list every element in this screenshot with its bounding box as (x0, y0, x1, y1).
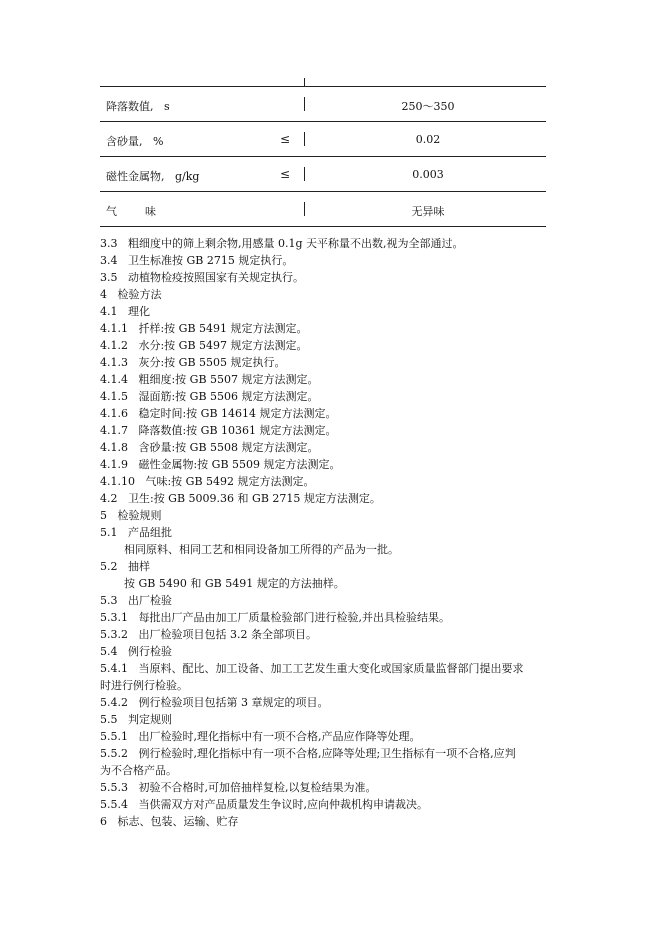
text-line: 3.4 卫生标准按 GB 2715 规定执行。 (100, 254, 294, 267)
column-divider (304, 202, 305, 216)
column-divider (304, 167, 305, 181)
section-heading: 5 检验规则 (100, 509, 162, 522)
column-divider (304, 78, 305, 86)
text-line: 4.1.9 磁性金属物:按 GB 5509 规定方法测定。 (100, 458, 341, 471)
column-divider (304, 97, 305, 111)
text-line: 5.4.1 当原料、配比、加工设备、加工工艺发生重大变化或国家质量监督部门提出要求 (100, 662, 524, 675)
text-line: 3.5 动植物检疫按照国家有关规定执行。 (100, 271, 304, 284)
row-compare: ≤ (280, 167, 291, 181)
section-heading: 5.3 出厂检验 (100, 594, 172, 607)
row-value: 0.003 (412, 168, 444, 181)
text-line: 按 GB 5490 和 GB 5491 规定的方法抽样。 (124, 577, 345, 590)
text-line: 4.1.2 水分:按 GB 5497 规定方法测定。 (100, 339, 308, 352)
column-divider (304, 132, 305, 146)
section-heading: 5.2 抽样 (100, 560, 150, 573)
section-heading: 5.4 例行检验 (100, 645, 172, 658)
text-line: 4.1.4 粗细度:按 GB 5507 规定方法测定。 (100, 373, 319, 386)
text-line: 5.5.3 初验不合格时,可加倍抽样复检,以复检结果为准。 (100, 781, 377, 794)
table-row (100, 157, 546, 191)
spec-table (100, 86, 546, 227)
text-line: 3.3 粗细度中的筛上剩余物,用感量 0.1g 天平称量不出数,视为全部通过。 (100, 237, 464, 250)
row-value: 无异味 (411, 205, 445, 218)
section-heading: 5.1 产品组批 (100, 526, 172, 539)
text-line: 5.4.2 例行检验项目包括第 3 章规定的项目。 (100, 696, 329, 709)
text-line: 5.3.1 每批出厂产品由加工厂质量检验部门进行检验,并出具检验结果。 (100, 611, 450, 624)
text-line: 4.2 卫生:按 GB 5009.36 和 GB 2715 规定方法测定。 (100, 492, 381, 505)
text-line: 5.5.2 例行检验时,理化指标中有一项不合格,应降等处理;卫生指标有一项不合格,应判 (100, 747, 516, 760)
row-name: 磁性金属物, g/kg (106, 170, 200, 183)
text-line: 为不合格产品。 (100, 764, 177, 777)
text-line: 4.1.1 扦样:按 GB 5491 规定方法测定。 (100, 322, 308, 335)
row-name: 含砂量, % (106, 135, 164, 148)
row-value: 250～350 (401, 100, 455, 113)
text-line: 5.3.2 出厂检验项目包括 3.2 条全部项目。 (100, 628, 317, 641)
table-rule (100, 226, 546, 227)
text-line: 5.5.1 出厂检验时,理化指标中有一项不合格,产品应作降等处理。 (100, 730, 421, 743)
row-compare: ≤ (280, 132, 291, 146)
text-line: 4.1.10 气味:按 GB 5492 规定方法测定。 (100, 475, 315, 488)
section-heading: 4.1 理化 (100, 305, 150, 318)
text-line: 4.1.6 稳定时间:按 GB 14614 规定方法测定。 (100, 407, 337, 420)
text-line: 4.1.5 湿面筋:按 GB 5506 规定方法测定。 (100, 390, 319, 403)
row-name: 降落数值, s (106, 100, 170, 113)
table-row (100, 122, 546, 156)
table-row (100, 192, 546, 226)
text-line: 时进行例行检验。 (100, 679, 188, 692)
row-name: 气 味 (106, 205, 156, 218)
section-heading: 4 检验方法 (100, 288, 162, 301)
table-row (100, 87, 546, 121)
section-heading: 5.5 判定规则 (100, 713, 172, 726)
text-line: 5.5.4 当供需双方对产品质量发生争议时,应向仲裁机构申请裁决。 (100, 798, 428, 811)
section-heading: 6 标志、包装、运输、贮存 (100, 815, 239, 828)
text-line: 4.1.8 含砂量:按 GB 5508 规定方法测定。 (100, 441, 319, 454)
row-value: 0.02 (415, 133, 441, 146)
text-line: 相同原料、相同工艺和相同设备加工所得的产品为一批。 (124, 543, 399, 556)
text-line: 4.1.7 降落数值:按 GB 10361 规定方法测定。 (100, 424, 337, 437)
text-line: 4.1.3 灰分:按 GB 5505 规定执行。 (100, 356, 286, 369)
